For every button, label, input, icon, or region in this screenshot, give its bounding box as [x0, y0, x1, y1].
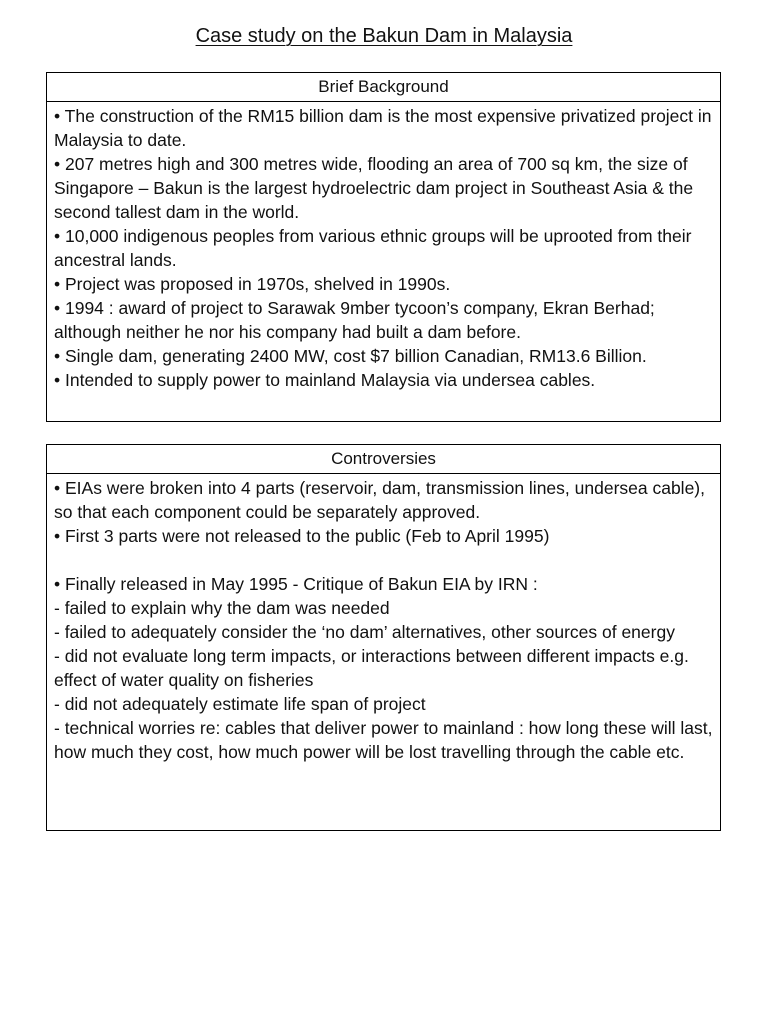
background-item: • The construction of the RM15 billion dam is the most expensive privatized project in Malaysia to date. [54, 106, 712, 150]
background-item: • Intended to supply power to mainland Malaysia via undersea cables. [54, 370, 596, 390]
background-section [46, 72, 721, 422]
background-body [47, 102, 720, 392]
controversy-item: • EIAs were broken into 4 parts (reservoir, dam, transmission lines, undersea cable), so that each component could be separately approved. [54, 478, 705, 522]
critique-point: - did not evaluate long term impacts, or interactions between different impacts e.g. effect of water quality on fisheries [54, 646, 689, 690]
critique-point: - did not adequately estimate life span of project [54, 694, 426, 714]
page-title: Case study on the Bakun Dam in Malaysia [195, 25, 573, 47]
background-item: • 10,000 indigenous peoples from various ethnic groups will be uprooted from their ancestral lands. [54, 226, 692, 270]
critique-point: - failed to explain why the dam was needed [54, 598, 390, 618]
controversy-item: • Finally released in May 1995 - Critique of Bakun EIA by IRN : [54, 574, 538, 594]
controversy-item: • First 3 parts were not released to the public (Feb to April 1995) [54, 526, 550, 546]
controversies-section [46, 444, 721, 831]
controversies-body [47, 474, 720, 764]
background-item: • 207 metres high and 300 metres wide, flooding an area of 700 sq km, the size of Singapore – Bakun is the largest hydroelectric dam project in Southeast Asia & the second tallest dam in the world. [54, 154, 694, 222]
critique-point: - technical worries re: cables that deliver power to mainland : how long these will last, how much they cost, how much power will be lost travelling through the cable etc. [54, 718, 713, 762]
background-item: • 1994 : award of project to Sarawak 9mber tycoon’s company, Ekran Berhad; although neither he nor his company had built a dam before. [54, 298, 655, 342]
paragraph-spacer [54, 548, 714, 572]
controversies-heading: Controversies [47, 445, 720, 474]
background-heading: Brief Background [47, 73, 720, 102]
background-item: • Project was proposed in 1970s, shelved in 1990s. [54, 274, 451, 294]
critique-point: - failed to adequately consider the ‘no dam’ alternatives, other sources of energy [54, 622, 675, 642]
background-item: • Single dam, generating 2400 MW, cost $7 billion Canadian, RM13.6 Billion. [54, 346, 647, 366]
